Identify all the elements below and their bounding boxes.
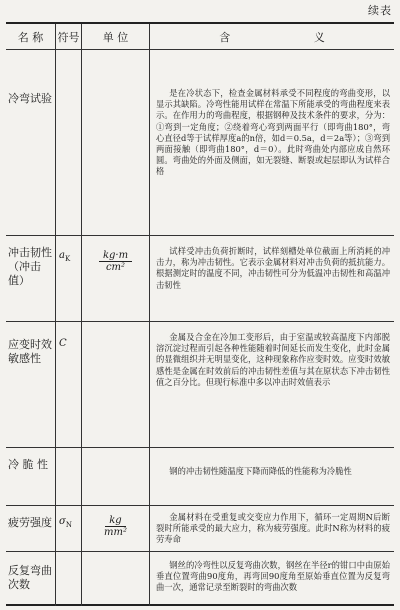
row-name-cell xyxy=(6,236,56,321)
header-unit: 单 位 xyxy=(82,24,150,49)
row-unit: $\frac{kg}{\text{mm²}}$ xyxy=(104,515,127,538)
table-row xyxy=(6,50,394,236)
properties-table xyxy=(6,22,394,606)
header-symbol: 符号 xyxy=(56,24,82,49)
row-name: 冷 脆 性 xyxy=(8,458,48,471)
row-unit-cell xyxy=(82,506,150,551)
header-name: 名 称 xyxy=(6,24,56,49)
row-meaning: 金属及合金在冷加工变形后，由于室温或较高温度下内部脱溶沉淀过程而引起各种性能随着时间延长而发生变化，此时金属的显微组织并无明显变化，这种现象称作应变时效。应变时效敏感性是金属在时效前后的冲击韧性差值与其在原状态下冲击韧性值之百分比。但现行标准中多以冲击时效值表示 xyxy=(156,332,390,387)
row-name-cell xyxy=(6,50,56,235)
table-row xyxy=(6,236,394,322)
row-name-cell xyxy=(6,506,56,551)
row-meaning-cell xyxy=(150,552,394,606)
row-unit: $\frac{kg\cdot m}{\text{cm²}}$ xyxy=(82,250,149,273)
row-name-cell xyxy=(6,552,56,606)
row-symbol-cell xyxy=(56,50,82,235)
row-unit-cell xyxy=(82,448,150,505)
row-meaning: 钢丝的冷弯性以反复弯曲次数，钢丝在半径r的钳口中由原始垂直位置弯曲90度角，再弯回90度角至原始垂直位置为反复弯曲一次，通常记录至断裂时的弯曲次数 xyxy=(156,560,390,593)
row-symbol-cell xyxy=(56,448,82,505)
row-name-cell xyxy=(6,322,56,447)
row-name: 疲劳强度 xyxy=(8,516,52,529)
row-meaning: 是在冷状态下，检查金属材料承受不同程度的弯曲变形，以显示其缺陷。冷弯性能用试样在常温下所能承受的弯曲程度来表示。在作用力的弯曲程度，根据钢种及技术条件的要求，分为：①弯到一定角度；②绕着弯心弯到两面平行（即弯曲180°，弯心直径d等于试样厚度a的n倍，如d＝0.5a，d＝2a等）；③弯到两面接触（即弯曲180°，d＝0）。此时弯曲处内部应成自然环圆。弯曲处的外面及侧面，如无裂缝、断裂或起层即认为试样合格 xyxy=(156,88,390,177)
row-symbol-cell xyxy=(56,236,82,321)
row-unit-cell xyxy=(82,552,150,606)
row-meaning: 钢的冲击韧性随温度下降而降低的性能称为冷脆性 xyxy=(169,466,352,476)
row-name: 反复弯曲次数 xyxy=(8,564,52,591)
row-meaning-cell xyxy=(150,448,394,505)
row-meaning-cell xyxy=(150,322,394,447)
row-unit-cell xyxy=(82,236,150,321)
table-row xyxy=(6,322,394,448)
row-symbol-cell xyxy=(56,552,82,606)
row-name-cell xyxy=(6,448,56,505)
row-meaning: 金属材料在受重复或交变应力作用下，循环一定周期N后断裂时所能承受的最大应力，称为疲劳强度。此时N称为材料的疲劳寿命 xyxy=(156,512,390,545)
row-name: 应变时效敏感性 xyxy=(8,338,52,365)
row-symbol: $\sigma_N$ xyxy=(59,516,72,529)
row-meaning-cell xyxy=(150,506,394,551)
table-row xyxy=(6,448,394,506)
row-unit-cell xyxy=(82,50,150,235)
row-symbol-cell xyxy=(56,506,82,551)
row-name: 冷弯试验 xyxy=(8,92,52,105)
header-meaning: 含 义 xyxy=(219,30,365,44)
row-meaning-cell xyxy=(150,236,394,321)
row-symbol-cell xyxy=(56,322,82,447)
row-symbol: $a_K$ xyxy=(59,250,71,263)
table-row xyxy=(6,506,394,552)
row-unit-cell xyxy=(82,322,150,447)
row-name: 冲击韧性（冲击值） xyxy=(8,246,52,287)
table-row xyxy=(6,552,394,606)
row-symbol: C xyxy=(59,338,67,349)
table-header xyxy=(6,24,394,50)
continued-label: 续表 xyxy=(368,4,392,17)
row-meaning-cell xyxy=(150,50,394,235)
row-meaning: 试样受冲击负荷折断时，试样刻槽处单位截面上所消耗的冲击力，称为冲击韧性。它表示金属材料对冲击负荷的抵抗能力。根据测定时的温度不同，冲击韧性可分为低温冲击韧性和高温冲击韧性 xyxy=(156,246,390,290)
